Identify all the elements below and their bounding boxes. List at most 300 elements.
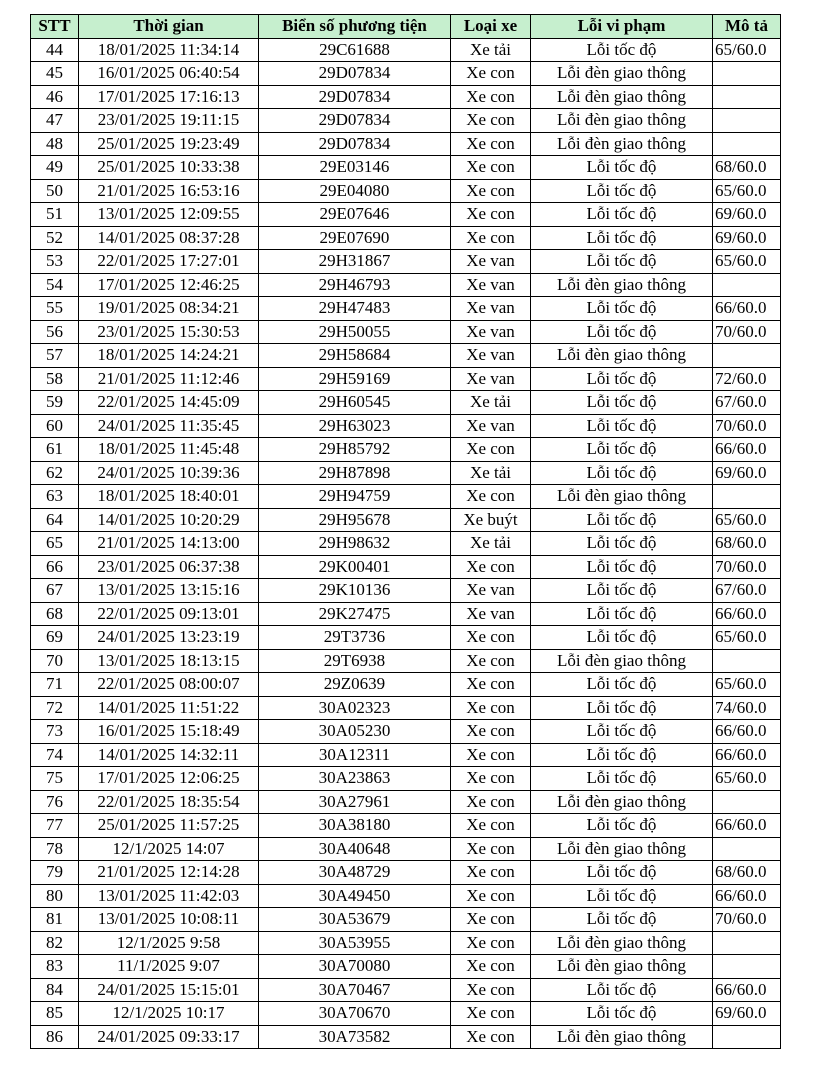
cell-violation: Lỗi tốc độ	[531, 226, 713, 250]
cell-description: 65/60.0	[713, 626, 781, 650]
cell-description	[713, 649, 781, 673]
table-row	[31, 179, 781, 203]
cell-violation: Lỗi tốc độ	[531, 297, 713, 321]
table-row	[31, 485, 781, 509]
cell-violation: Lỗi tốc độ	[531, 814, 713, 838]
cell-time: 21/01/2025 16:53:16	[79, 179, 259, 203]
cell-plate: 29H59169	[259, 367, 451, 391]
cell-violation: Lỗi tốc độ	[531, 555, 713, 579]
cell-stt: 67	[31, 579, 79, 603]
table-row	[31, 226, 781, 250]
cell-violation: Lỗi đèn giao thông	[531, 109, 713, 133]
cell-violation: Lỗi tốc độ	[531, 720, 713, 744]
table-row	[31, 720, 781, 744]
cell-plate: 29H95678	[259, 508, 451, 532]
cell-description: 65/60.0	[713, 508, 781, 532]
cell-vehicle-type: Xe con	[451, 203, 531, 227]
cell-time: 23/01/2025 06:37:38	[79, 555, 259, 579]
cell-violation: Lỗi đèn giao thông	[531, 85, 713, 109]
table-row	[31, 696, 781, 720]
cell-vehicle-type: Xe con	[451, 1002, 531, 1026]
cell-violation: Lỗi tốc độ	[531, 438, 713, 462]
cell-time: 21/01/2025 11:12:46	[79, 367, 259, 391]
cell-time: 13/01/2025 13:15:16	[79, 579, 259, 603]
cell-time: 23/01/2025 19:11:15	[79, 109, 259, 133]
cell-description	[713, 273, 781, 297]
cell-plate: 29D07834	[259, 132, 451, 156]
table-row	[31, 367, 781, 391]
cell-vehicle-type: Xe con	[451, 908, 531, 932]
cell-violation: Lỗi tốc độ	[531, 978, 713, 1002]
cell-violation: Lỗi tốc độ	[531, 179, 713, 203]
cell-stt: 50	[31, 179, 79, 203]
cell-stt: 46	[31, 85, 79, 109]
table-row	[31, 273, 781, 297]
cell-plate: 30A70467	[259, 978, 451, 1002]
cell-stt: 53	[31, 250, 79, 274]
cell-stt: 78	[31, 837, 79, 861]
table-row	[31, 320, 781, 344]
cell-vehicle-type: Xe con	[451, 226, 531, 250]
cell-vehicle-type: Xe van	[451, 602, 531, 626]
cell-vehicle-type: Xe con	[451, 743, 531, 767]
cell-description: 70/60.0	[713, 555, 781, 579]
cell-violation: Lỗi tốc độ	[531, 156, 713, 180]
cell-plate: 29E07646	[259, 203, 451, 227]
cell-stt: 74	[31, 743, 79, 767]
header-time: Thời gian	[79, 15, 259, 39]
table-row	[31, 649, 781, 673]
cell-stt: 76	[31, 790, 79, 814]
table-row	[31, 861, 781, 885]
cell-vehicle-type: Xe con	[451, 696, 531, 720]
cell-plate: 30A48729	[259, 861, 451, 885]
cell-plate: 30A12311	[259, 743, 451, 767]
cell-plate: 30A70080	[259, 955, 451, 979]
table-row	[31, 1025, 781, 1049]
cell-vehicle-type: Xe van	[451, 250, 531, 274]
cell-stt: 68	[31, 602, 79, 626]
cell-description: 65/60.0	[713, 767, 781, 791]
cell-time: 14/01/2025 11:51:22	[79, 696, 259, 720]
cell-time: 19/01/2025 08:34:21	[79, 297, 259, 321]
cell-plate: 29K00401	[259, 555, 451, 579]
cell-description: 66/60.0	[713, 978, 781, 1002]
cell-plate: 29K10136	[259, 579, 451, 603]
cell-violation: Lỗi tốc độ	[531, 250, 713, 274]
cell-time: 16/01/2025 15:18:49	[79, 720, 259, 744]
cell-time: 17/01/2025 12:46:25	[79, 273, 259, 297]
table-row	[31, 602, 781, 626]
cell-vehicle-type: Xe con	[451, 884, 531, 908]
cell-time: 18/01/2025 18:40:01	[79, 485, 259, 509]
cell-description: 70/60.0	[713, 320, 781, 344]
cell-stt: 49	[31, 156, 79, 180]
cell-plate: 29T3736	[259, 626, 451, 650]
cell-time: 24/01/2025 13:23:19	[79, 626, 259, 650]
cell-violation: Lỗi đèn giao thông	[531, 649, 713, 673]
table-row	[31, 532, 781, 556]
cell-plate: 30A53955	[259, 931, 451, 955]
cell-stt: 47	[31, 109, 79, 133]
cell-plate: 30A40648	[259, 837, 451, 861]
cell-stt: 57	[31, 344, 79, 368]
cell-time: 22/01/2025 09:13:01	[79, 602, 259, 626]
cell-time: 13/01/2025 10:08:11	[79, 908, 259, 932]
cell-violation: Lỗi tốc độ	[531, 626, 713, 650]
cell-vehicle-type: Xe con	[451, 62, 531, 86]
cell-violation: Lỗi đèn giao thông	[531, 955, 713, 979]
cell-stt: 83	[31, 955, 79, 979]
cell-violation: Lỗi đèn giao thông	[531, 273, 713, 297]
cell-vehicle-type: Xe van	[451, 344, 531, 368]
cell-description: 74/60.0	[713, 696, 781, 720]
table-row	[31, 344, 781, 368]
cell-time: 16/01/2025 06:40:54	[79, 62, 259, 86]
cell-vehicle-type: Xe con	[451, 649, 531, 673]
cell-vehicle-type: Xe con	[451, 767, 531, 791]
cell-vehicle-type: Xe con	[451, 790, 531, 814]
cell-description: 66/60.0	[713, 884, 781, 908]
cell-plate: 30A05230	[259, 720, 451, 744]
cell-plate: 29E03146	[259, 156, 451, 180]
cell-time: 24/01/2025 15:15:01	[79, 978, 259, 1002]
cell-violation: Lỗi tốc độ	[531, 579, 713, 603]
cell-violation: Lỗi đèn giao thông	[531, 344, 713, 368]
table-row	[31, 1002, 781, 1026]
table-row	[31, 884, 781, 908]
cell-plate: 29E04080	[259, 179, 451, 203]
cell-time: 21/01/2025 12:14:28	[79, 861, 259, 885]
cell-description: 68/60.0	[713, 861, 781, 885]
cell-stt: 75	[31, 767, 79, 791]
cell-vehicle-type: Xe van	[451, 414, 531, 438]
cell-violation: Lỗi đèn giao thông	[531, 790, 713, 814]
cell-vehicle-type: Xe tải	[451, 391, 531, 415]
cell-vehicle-type: Xe tải	[451, 532, 531, 556]
table-row	[31, 132, 781, 156]
cell-time: 14/01/2025 10:20:29	[79, 508, 259, 532]
cell-time: 25/01/2025 10:33:38	[79, 156, 259, 180]
table-body	[31, 38, 781, 1049]
cell-stt: 56	[31, 320, 79, 344]
cell-description	[713, 790, 781, 814]
cell-violation: Lỗi tốc độ	[531, 508, 713, 532]
cell-plate: 29H94759	[259, 485, 451, 509]
cell-stt: 82	[31, 931, 79, 955]
table-row	[31, 38, 781, 62]
cell-violation: Lỗi tốc độ	[531, 461, 713, 485]
header-stt: STT	[31, 15, 79, 39]
cell-description	[713, 485, 781, 509]
cell-time: 11/1/2025 9:07	[79, 955, 259, 979]
cell-plate: 29H98632	[259, 532, 451, 556]
table-row	[31, 931, 781, 955]
cell-plate: 29H31867	[259, 250, 451, 274]
cell-description	[713, 132, 781, 156]
cell-time: 24/01/2025 09:33:17	[79, 1025, 259, 1049]
cell-stt: 71	[31, 673, 79, 697]
table-row	[31, 767, 781, 791]
cell-time: 21/01/2025 14:13:00	[79, 532, 259, 556]
cell-vehicle-type: Xe van	[451, 273, 531, 297]
cell-time: 22/01/2025 17:27:01	[79, 250, 259, 274]
cell-vehicle-type: Xe con	[451, 109, 531, 133]
cell-time: 22/01/2025 08:00:07	[79, 673, 259, 697]
cell-time: 22/01/2025 14:45:09	[79, 391, 259, 415]
cell-vehicle-type: Xe con	[451, 814, 531, 838]
cell-stt: 84	[31, 978, 79, 1002]
cell-description: 65/60.0	[713, 38, 781, 62]
cell-stt: 58	[31, 367, 79, 391]
table-row	[31, 156, 781, 180]
cell-plate: 29T6938	[259, 649, 451, 673]
cell-description	[713, 85, 781, 109]
cell-description	[713, 837, 781, 861]
cell-description	[713, 1025, 781, 1049]
table-row	[31, 837, 781, 861]
cell-description: 69/60.0	[713, 226, 781, 250]
cell-description	[713, 62, 781, 86]
table-row	[31, 85, 781, 109]
cell-plate: 30A73582	[259, 1025, 451, 1049]
cell-stt: 85	[31, 1002, 79, 1026]
cell-description: 69/60.0	[713, 203, 781, 227]
cell-vehicle-type: Xe con	[451, 438, 531, 462]
cell-description	[713, 109, 781, 133]
cell-description: 69/60.0	[713, 1002, 781, 1026]
cell-time: 18/01/2025 11:34:14	[79, 38, 259, 62]
cell-violation: Lỗi đèn giao thông	[531, 1025, 713, 1049]
cell-plate: 30A38180	[259, 814, 451, 838]
cell-vehicle-type: Xe con	[451, 85, 531, 109]
cell-vehicle-type: Xe con	[451, 837, 531, 861]
cell-time: 25/01/2025 11:57:25	[79, 814, 259, 838]
cell-vehicle-type: Xe con	[451, 132, 531, 156]
table-row	[31, 978, 781, 1002]
cell-violation: Lỗi tốc độ	[531, 1002, 713, 1026]
table-header	[31, 15, 781, 39]
cell-description: 65/60.0	[713, 179, 781, 203]
cell-description: 70/60.0	[713, 908, 781, 932]
cell-plate: 30A49450	[259, 884, 451, 908]
cell-vehicle-type: Xe con	[451, 931, 531, 955]
cell-stt: 70	[31, 649, 79, 673]
cell-description	[713, 931, 781, 955]
cell-vehicle-type: Xe con	[451, 626, 531, 650]
cell-time: 18/01/2025 11:45:48	[79, 438, 259, 462]
cell-vehicle-type: Xe buýt	[451, 508, 531, 532]
cell-stt: 59	[31, 391, 79, 415]
cell-stt: 73	[31, 720, 79, 744]
cell-plate: 29D07834	[259, 85, 451, 109]
cell-stt: 80	[31, 884, 79, 908]
cell-violation: Lỗi tốc độ	[531, 414, 713, 438]
cell-vehicle-type: Xe con	[451, 673, 531, 697]
cell-stt: 48	[31, 132, 79, 156]
header-description: Mô tả	[713, 15, 781, 39]
table-row	[31, 908, 781, 932]
cell-description: 70/60.0	[713, 414, 781, 438]
cell-time: 12/1/2025 14:07	[79, 837, 259, 861]
cell-description: 68/60.0	[713, 156, 781, 180]
table-row	[31, 579, 781, 603]
table-row	[31, 391, 781, 415]
cell-violation: Lỗi tốc độ	[531, 38, 713, 62]
cell-description	[713, 955, 781, 979]
cell-vehicle-type: Xe tải	[451, 461, 531, 485]
cell-plate: 29H87898	[259, 461, 451, 485]
cell-violation: Lỗi tốc độ	[531, 696, 713, 720]
cell-stt: 63	[31, 485, 79, 509]
cell-plate: 29K27475	[259, 602, 451, 626]
cell-description: 67/60.0	[713, 579, 781, 603]
header-violation: Lỗi vi phạm	[531, 15, 713, 39]
table-row	[31, 743, 781, 767]
cell-stt: 60	[31, 414, 79, 438]
cell-description: 66/60.0	[713, 814, 781, 838]
cell-stt: 62	[31, 461, 79, 485]
cell-plate: 30A70670	[259, 1002, 451, 1026]
cell-violation: Lỗi tốc độ	[531, 532, 713, 556]
cell-violation: Lỗi tốc độ	[531, 908, 713, 932]
cell-time: 12/1/2025 9:58	[79, 931, 259, 955]
cell-violation: Lỗi tốc độ	[531, 743, 713, 767]
cell-plate: 30A53679	[259, 908, 451, 932]
header-vehicle-type: Loại xe	[451, 15, 531, 39]
cell-time: 23/01/2025 15:30:53	[79, 320, 259, 344]
cell-description: 69/60.0	[713, 461, 781, 485]
table-row	[31, 203, 781, 227]
cell-time: 17/01/2025 17:16:13	[79, 85, 259, 109]
header-row	[31, 15, 781, 39]
cell-plate: 29C61688	[259, 38, 451, 62]
cell-stt: 51	[31, 203, 79, 227]
table-row	[31, 555, 781, 579]
cell-plate: 29H60545	[259, 391, 451, 415]
cell-plate: 29H46793	[259, 273, 451, 297]
cell-time: 12/1/2025 10:17	[79, 1002, 259, 1026]
cell-time: 13/01/2025 18:13:15	[79, 649, 259, 673]
cell-plate: 29D07834	[259, 109, 451, 133]
cell-violation: Lỗi tốc độ	[531, 767, 713, 791]
cell-violation: Lỗi tốc độ	[531, 320, 713, 344]
table-row	[31, 297, 781, 321]
cell-violation: Lỗi tốc độ	[531, 673, 713, 697]
cell-violation: Lỗi tốc độ	[531, 884, 713, 908]
cell-stt: 86	[31, 1025, 79, 1049]
cell-violation: Lỗi đèn giao thông	[531, 62, 713, 86]
cell-stt: 52	[31, 226, 79, 250]
cell-time: 18/01/2025 14:24:21	[79, 344, 259, 368]
cell-description: 65/60.0	[713, 250, 781, 274]
cell-violation: Lỗi đèn giao thông	[531, 931, 713, 955]
cell-stt: 72	[31, 696, 79, 720]
cell-time: 13/01/2025 11:42:03	[79, 884, 259, 908]
cell-vehicle-type: Xe con	[451, 861, 531, 885]
table-row	[31, 461, 781, 485]
cell-plate: 30A02323	[259, 696, 451, 720]
cell-violation: Lỗi tốc độ	[531, 602, 713, 626]
cell-violation: Lỗi đèn giao thông	[531, 837, 713, 861]
cell-description: 72/60.0	[713, 367, 781, 391]
violations-table	[30, 14, 781, 1049]
cell-vehicle-type: Xe con	[451, 720, 531, 744]
cell-description: 66/60.0	[713, 743, 781, 767]
cell-stt: 69	[31, 626, 79, 650]
cell-vehicle-type: Xe van	[451, 297, 531, 321]
cell-stt: 79	[31, 861, 79, 885]
cell-time: 24/01/2025 11:35:45	[79, 414, 259, 438]
table-row	[31, 626, 781, 650]
cell-stt: 66	[31, 555, 79, 579]
cell-vehicle-type: Xe con	[451, 179, 531, 203]
cell-stt: 61	[31, 438, 79, 462]
cell-time: 14/01/2025 14:32:11	[79, 743, 259, 767]
cell-time: 24/01/2025 10:39:36	[79, 461, 259, 485]
cell-plate: 30A27961	[259, 790, 451, 814]
cell-plate: 29H63023	[259, 414, 451, 438]
cell-violation: Lỗi tốc độ	[531, 391, 713, 415]
cell-vehicle-type: Xe con	[451, 156, 531, 180]
cell-time: 22/01/2025 18:35:54	[79, 790, 259, 814]
table-row	[31, 955, 781, 979]
cell-plate: 29H50055	[259, 320, 451, 344]
cell-vehicle-type: Xe van	[451, 579, 531, 603]
cell-description: 66/60.0	[713, 720, 781, 744]
cell-description: 66/60.0	[713, 297, 781, 321]
cell-plate: 29Z0639	[259, 673, 451, 697]
table-row	[31, 814, 781, 838]
table-row	[31, 62, 781, 86]
cell-plate: 29H47483	[259, 297, 451, 321]
cell-vehicle-type: Xe con	[451, 485, 531, 509]
cell-stt: 54	[31, 273, 79, 297]
cell-stt: 45	[31, 62, 79, 86]
cell-stt: 77	[31, 814, 79, 838]
cell-description	[713, 344, 781, 368]
cell-description: 66/60.0	[713, 602, 781, 626]
cell-plate: 29E07690	[259, 226, 451, 250]
cell-description: 65/60.0	[713, 673, 781, 697]
cell-vehicle-type: Xe con	[451, 555, 531, 579]
cell-time: 14/01/2025 08:37:28	[79, 226, 259, 250]
cell-plate: 29D07834	[259, 62, 451, 86]
cell-violation: Lỗi đèn giao thông	[531, 132, 713, 156]
table-row	[31, 508, 781, 532]
table-row	[31, 438, 781, 462]
cell-description: 67/60.0	[713, 391, 781, 415]
cell-vehicle-type: Xe con	[451, 1025, 531, 1049]
cell-stt: 44	[31, 38, 79, 62]
cell-plate: 30A23863	[259, 767, 451, 791]
table-row	[31, 414, 781, 438]
table-row	[31, 673, 781, 697]
cell-plate: 29H85792	[259, 438, 451, 462]
cell-description: 68/60.0	[713, 532, 781, 556]
header-plate: Biển số phương tiện	[259, 15, 451, 39]
cell-stt: 55	[31, 297, 79, 321]
cell-stt: 65	[31, 532, 79, 556]
cell-time: 13/01/2025 12:09:55	[79, 203, 259, 227]
cell-stt: 81	[31, 908, 79, 932]
cell-vehicle-type: Xe con	[451, 978, 531, 1002]
cell-vehicle-type: Xe van	[451, 320, 531, 344]
cell-vehicle-type: Xe tải	[451, 38, 531, 62]
cell-violation: Lỗi tốc độ	[531, 367, 713, 391]
cell-plate: 29H58684	[259, 344, 451, 368]
cell-time: 25/01/2025 19:23:49	[79, 132, 259, 156]
